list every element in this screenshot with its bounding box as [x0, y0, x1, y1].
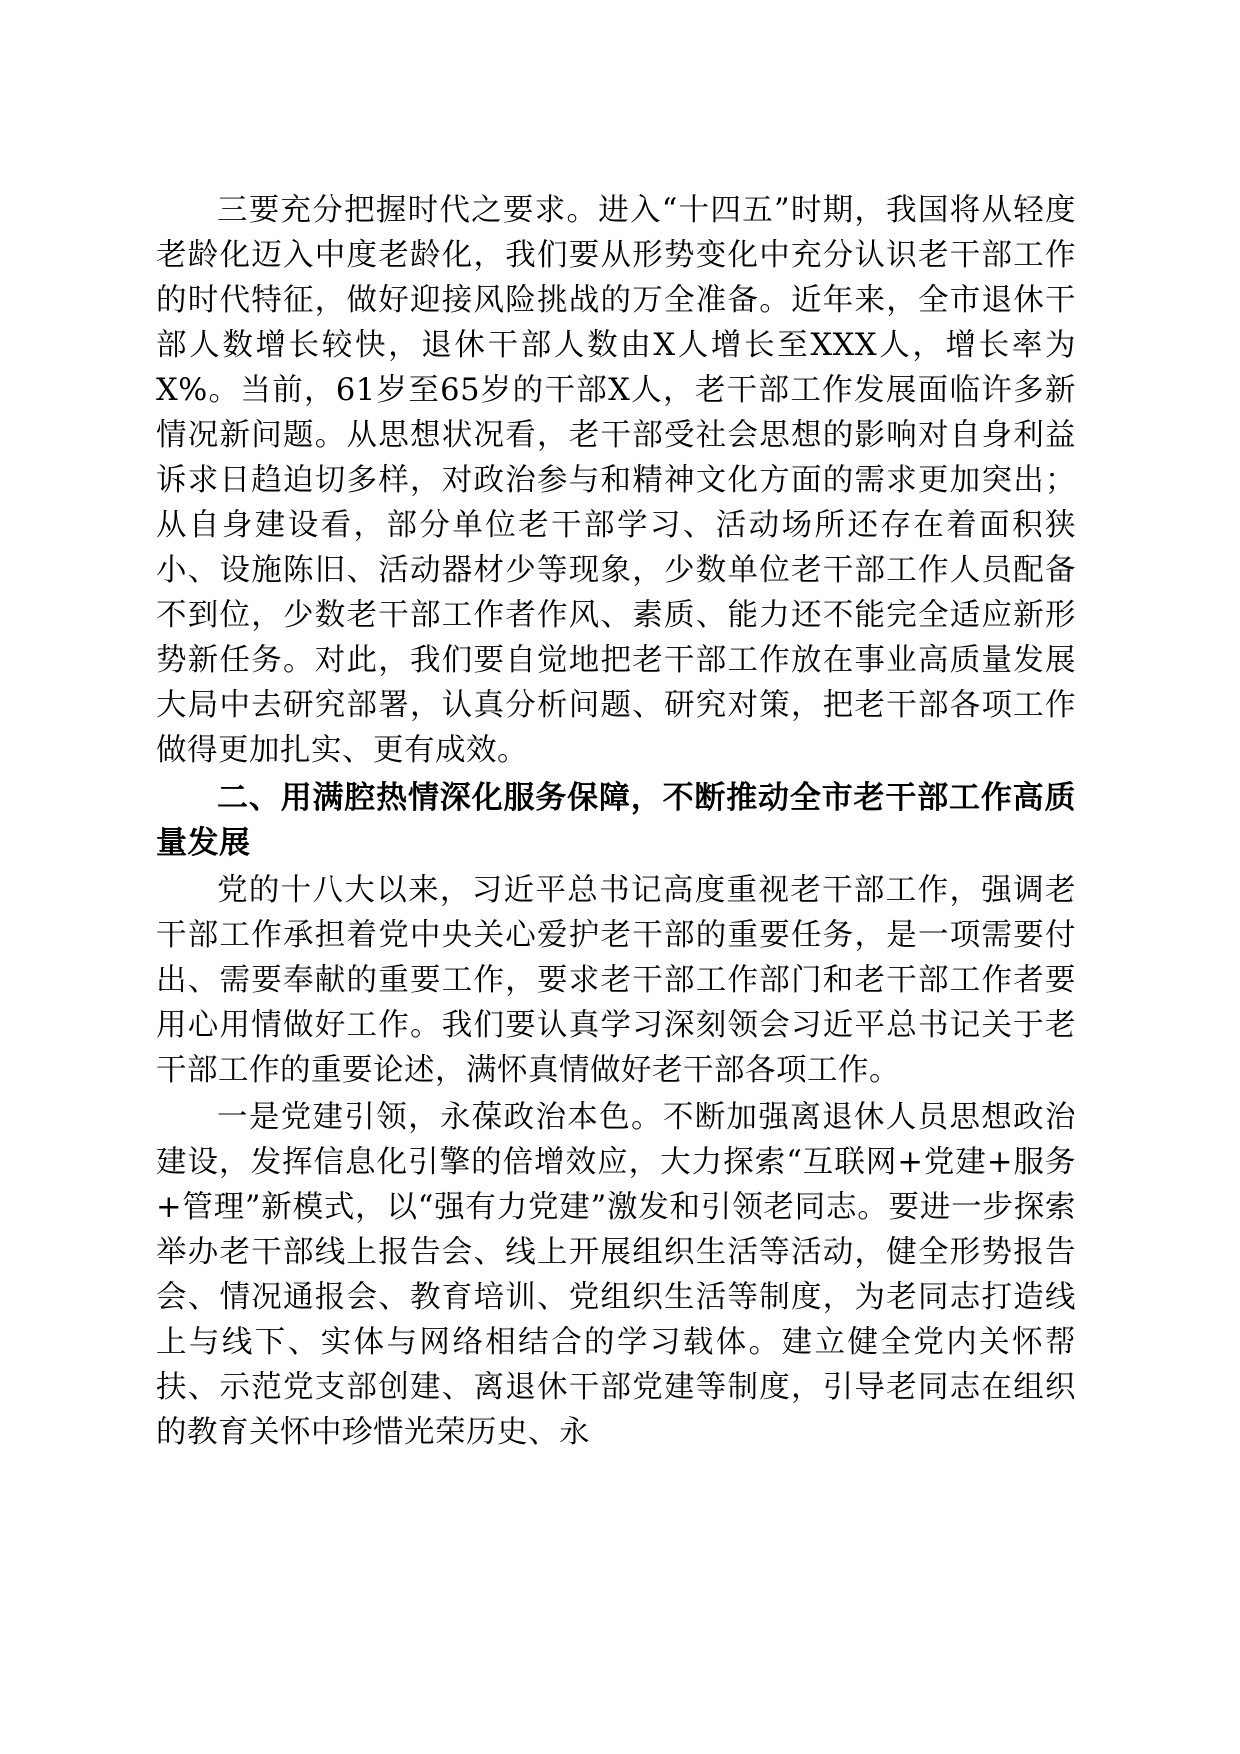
paragraph-era-requirements: 三要充分把握时代之要求。进入“十四五”时期，我国将从轻度老龄化迈入中度老龄化，我们要从形势变化中充分认识老干部工作的时代特征，做好迎接风险挑战的万全准备。近年来，全市退休干部人数增长较快，退休干部人数由X人增长至XXX人，增长率为X%。当前，61岁至65岁的干部X人，老干部工作发展面临许多新情况新问题。从思想状况看，老干部受社会思想的影响对自身利益诉求日趋迫切多样，对政治参与和精神文化方面的需求更加突出；从自身建设看，部分单位老干部学习、活动场所还存在着面积狭小、设施陈旧、活动器材少等现象，少数单位老干部工作人员配备不到位，少数老干部工作者作风、素质、能力还不能完全适应新形势新任务。对此，我们要自觉地把老干部工作放在事业高质量发展大局中去研究部署，认真分析问题、研究对策，把老干部各项工作做得更加扎实、更有成效。 — [156, 193, 1076, 768]
paragraph-party-congress: 党的十八大以来，习近平总书记高度重视老干部工作，强调老干部工作承担着党中央关心爱护老干部的重要任务，是一项需要付出、需要奉献的重要工作，要求老干部工作部门和老干部工作者要用心用情做好工作。我们要认真学习深刻领会习近平总书记关于老干部工作的重要论述，满怀真情做好老干部各项工作。 — [156, 873, 1076, 1088]
section-heading-two: 二、用满腔热情深化服务保障，不断推动全市老干部工作高质量发展 — [156, 780, 1076, 861]
document-body — [156, 188, 1076, 1455]
paragraph-party-building: 一是党建引领，永葆政治本色。不断加强离退休人员思想政治建设，发挥信息化引擎的倍增效应，大力探索“互联网+党建+服务+管理”新模式，以“强有力党建”激发和引领老同志。要进一步探索举办老干部线上报告会、线上开展组织生活等活动，健全形势报告会、情况通报会、教育培训、党组织生活等制度，为老同志打造线上与线下、实体与网络相结合的学习载体。建立健全党内关怀帮扶、示范党支部创建、离退休干部党建等制度，引导老同志在组织的教育关怀中珍惜光荣历史、永 — [156, 1100, 1076, 1450]
